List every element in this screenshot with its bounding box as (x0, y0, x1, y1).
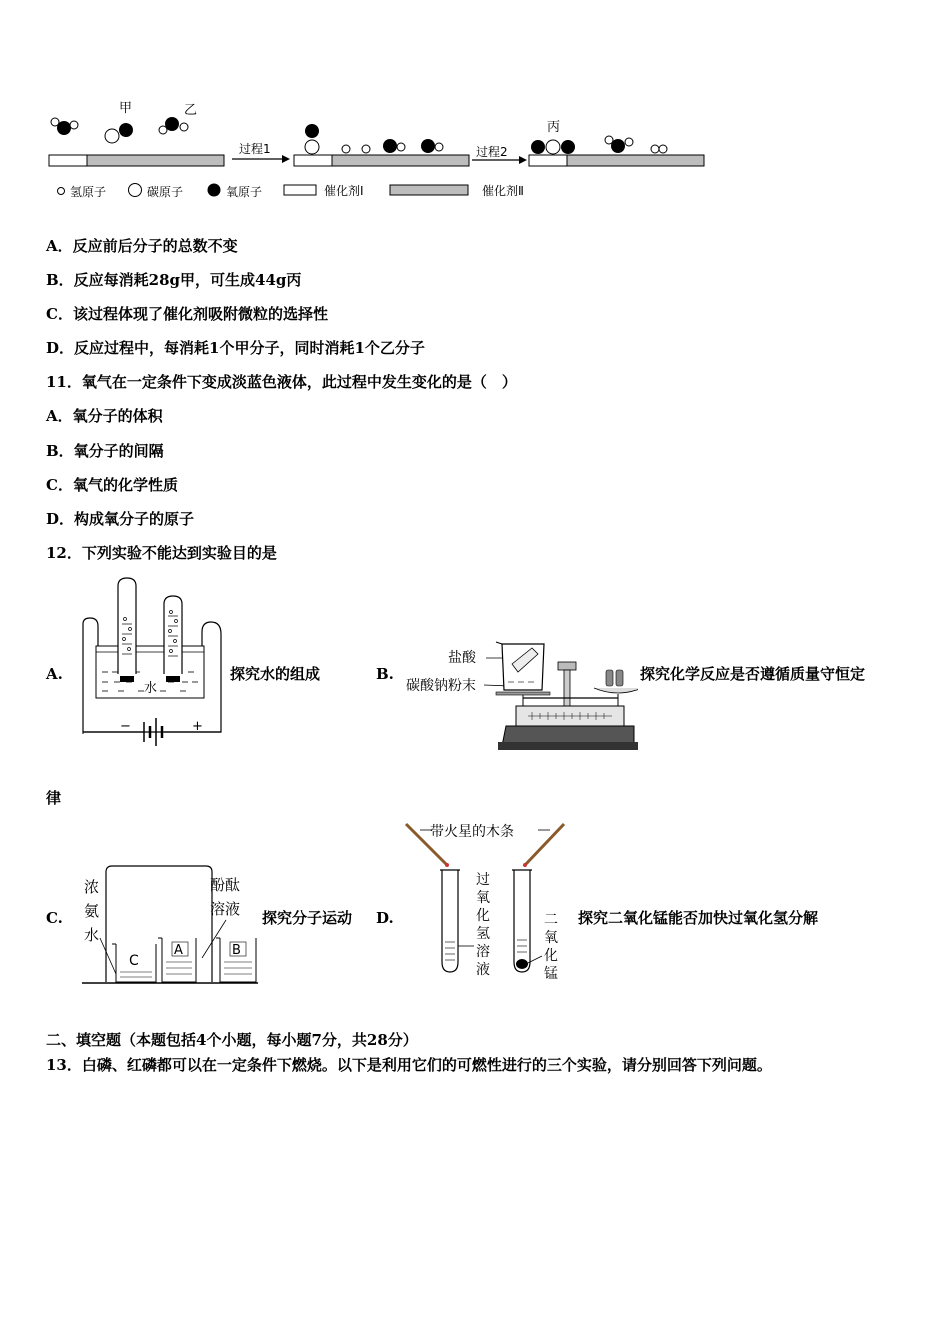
q10-option-b: B．反应每消耗28g甲，可生成44g丙 (46, 271, 302, 289)
molecule-h2o-right (605, 136, 633, 153)
molecule-h2o-left (51, 118, 78, 135)
adsorbed-co (305, 124, 319, 154)
q12-option-b-caption-wrap: 律 (46, 789, 62, 807)
label-jia: 甲 (119, 101, 133, 116)
cup-b-label: B (232, 943, 241, 958)
q12-option-a-caption: 探究水的组成 (230, 665, 321, 683)
h2o2-char-1: 过 (476, 872, 490, 888)
label-bing: 丙 (547, 120, 561, 135)
legend-hydrogen: 氢原子 (70, 185, 107, 199)
electrolysis-apparatus (78, 574, 226, 760)
q12-option-b-label: B. (376, 665, 394, 683)
q10-option-a: A．反应前后分子的总数不变 (46, 237, 238, 255)
ammonia-char-3: 水 (84, 926, 100, 944)
molecule-h2 (651, 145, 667, 153)
label-process2: 过程2 (476, 145, 508, 159)
molecular-motion-apparatus (80, 862, 260, 988)
mno2-char-4: 锰 (544, 966, 558, 982)
q12-option-a-label: A. (46, 665, 63, 683)
q12-option-c-caption: 探究分子运动 (262, 909, 353, 927)
h2o2-char-3: 化 (476, 908, 490, 924)
h2o2-char-4: 氢 (476, 926, 490, 942)
q10-option-d: D．反应过程中，每消耗1个甲分子，同时消耗1个乙分子 (46, 339, 425, 357)
battery-minus: − (120, 719, 131, 734)
cup-a-label: A (174, 943, 183, 958)
q11-option-b: B．氧分子的间隔 (46, 442, 164, 460)
molecule-yi-h2o (159, 117, 188, 134)
q12-option-d-caption: 探究二氧化锰能否加快过氧化氢分解 (578, 909, 819, 927)
catalysis-apparatus (402, 818, 570, 990)
diagram-legend (58, 183, 524, 199)
legend-carbon: 碳原子 (147, 185, 184, 199)
water-label: 水 (144, 681, 158, 696)
label-process1: 过程1 (239, 142, 271, 156)
q11-option-c: C．氧气的化学性质 (46, 476, 178, 494)
ammonia-char-2: 氨 (84, 902, 100, 920)
mno2-char-2: 氧 (544, 930, 558, 946)
h2o2-char-2: 氧 (476, 890, 490, 906)
label-yi: 乙 (184, 103, 198, 118)
balance-apparatus (398, 636, 638, 754)
q12-option-c-label: C. (46, 909, 63, 927)
mno2-char-3: 化 (544, 948, 558, 964)
splint-label: 带火星的木条 (430, 824, 514, 840)
adsorbed-oh-1 (383, 139, 405, 153)
legend-catalyst1: 催化剂Ⅰ (324, 184, 364, 198)
q11-option-d: D．构成氧分子的原子 (46, 510, 195, 528)
q12-option-b-caption: 探究化学反应是否遵循质量守恒定 (640, 665, 866, 683)
battery-plus: + (192, 719, 203, 734)
adsorbed-oh-2 (421, 139, 443, 153)
section2-heading: 二、填空题（本题包括4个小题，每小题7分，共28分） (46, 1031, 418, 1049)
hcl-label: 盐酸 (448, 650, 476, 666)
q10-option-c: C．该过程体现了催化剂吸附微粒的选择性 (46, 305, 328, 323)
h2o2-char-6: 液 (476, 962, 490, 978)
q12-option-d-label: D. (376, 909, 394, 927)
h2o2-char-5: 溶 (476, 944, 490, 960)
q13-stem: 13．白磷、红磷都可以在一定条件下燃烧。以下是利用它们的可燃性进行的三个实验，请分别回答下列问题。 (46, 1056, 772, 1074)
q12-stem: 12．下列实验不能达到实验目的是 (46, 544, 277, 562)
molecule-jia-co (105, 123, 133, 143)
legend-catalyst2: 催化剂Ⅱ (482, 184, 524, 198)
q11-option-a: A．氧分子的体积 (46, 407, 163, 425)
molecule-bing-co2 (531, 140, 575, 154)
legend-oxygen: 氧原子 (226, 185, 263, 199)
phenol-line-1: 酚酞 (210, 876, 241, 894)
mno2-char-1: 二 (544, 912, 558, 928)
q11-stem: 11．氧气在一定条件下变成淡蓝色液体，此过程中发生变化的是（ ） (46, 373, 517, 391)
ammonia-char-1: 浓 (84, 878, 100, 896)
reaction-process-diagram (44, 98, 714, 206)
na2co3-label: 碳酸钠粉末 (406, 678, 476, 694)
cup-c-label: C (129, 953, 139, 969)
phenol-line-2: 溶液 (210, 900, 241, 918)
